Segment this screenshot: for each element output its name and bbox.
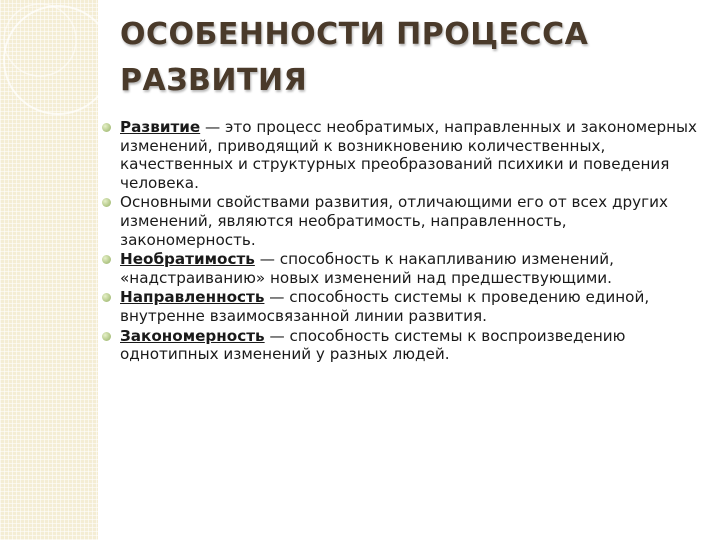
bullet-text: — способность к накапливанию изменений, «надстраиванию» новых изменений над предшествующими. (120, 250, 614, 287)
bullet-text: — это процесс необратимых, направленных и закономерных изменений, приводящий к возникновению количественных, качественных и структурных преобразований психики и поведения человека. (120, 118, 698, 192)
bullet-text: — способность системы к воспроизведению однотипных изменений у разных людей. (120, 326, 626, 364)
bullet-text: Основными свойствами развития, отличающими его от всех других изменений, являются необратимость, направленность, закономерность. (120, 193, 668, 249)
bullet-text: — способность системы к проведению единой, внутренне взаимосвязанной линии развития. (120, 288, 650, 325)
bullet-list (100, 118, 700, 365)
bullet-icon (102, 255, 111, 264)
bullet-icon (102, 332, 111, 341)
bullet-item (100, 288, 700, 325)
bullet-icon (102, 123, 111, 132)
term: Направленность (120, 288, 265, 307)
bullet-item (100, 118, 700, 192)
bullet-icon (102, 293, 111, 302)
bullet-icon (102, 198, 111, 207)
bullet-item (100, 250, 700, 287)
decorative-side-band (0, 0, 98, 540)
bullet-item (100, 193, 700, 249)
decorative-arcs-icon (0, 0, 98, 540)
slide-title: ОСОБЕННОСТИ ПРОЦЕССА РАЗВИТИЯ (120, 17, 589, 98)
term: Развитие (120, 118, 201, 136)
term: Закономерность (120, 326, 265, 345)
bullet-item (100, 327, 700, 364)
term: Необратимость (120, 250, 255, 269)
